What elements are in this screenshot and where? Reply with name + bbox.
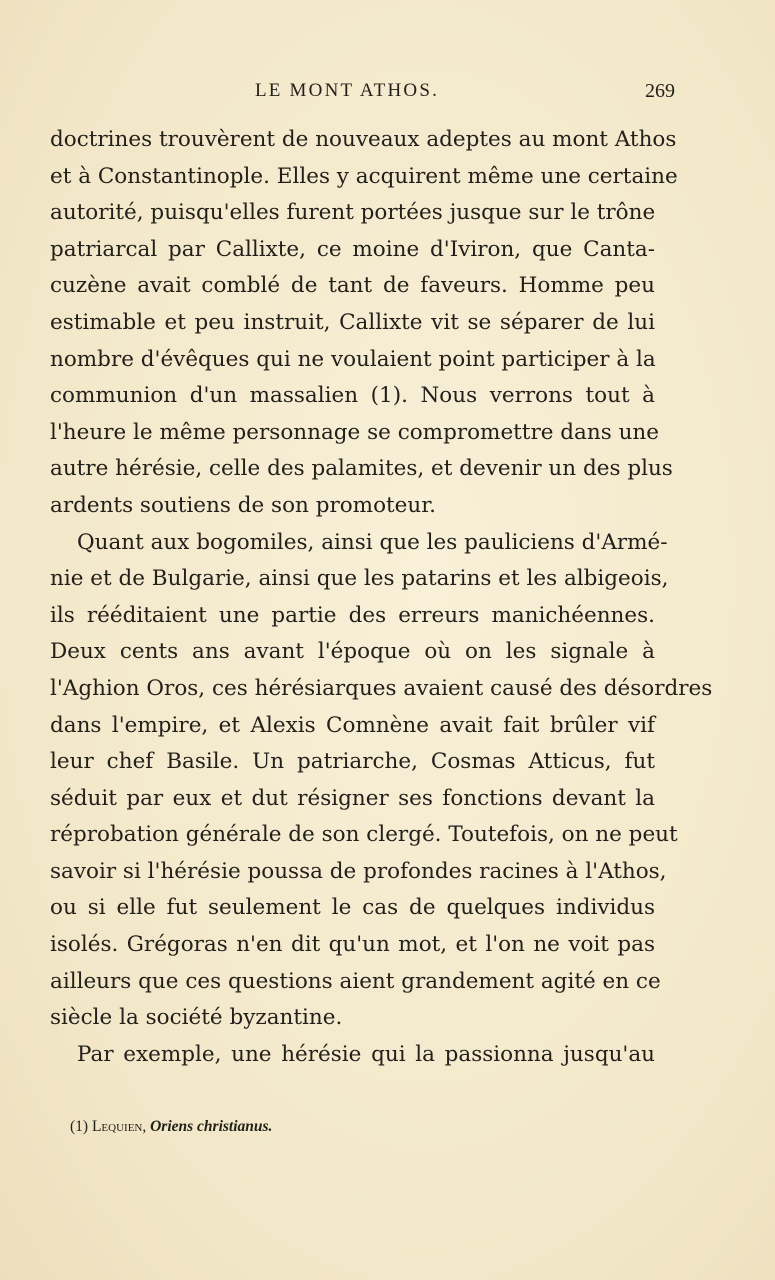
text-line: séduit par eux et dut résigner ses fonctions devant la (50, 785, 655, 811)
text-line: patriarcal par Callixte, ce moine d'Iviron, que Canta- (50, 236, 655, 262)
text-line: autre hérésie, celle des palamites, et devenir un des plus (50, 456, 673, 482)
paragraph-start-line: Par exemple, une hérésie qui la passionna jusqu'au (77, 1041, 655, 1067)
text-line: autorité, puisqu'elles furent portées jusque sur le trône (50, 200, 656, 226)
text-line: cuzène avait comblé de tant de faveurs. Homme peu (50, 273, 655, 299)
text-line: et à Constantinople. Elles y acquirent même une certaine (50, 163, 678, 189)
running-head (50, 80, 675, 110)
text-line: réprobation générale de son clergé. Toutefois, on ne peut (50, 822, 678, 848)
text-line: leur chef Basile. Un patriarche, Cosmas Atticus, fut (50, 749, 655, 775)
text-line: doctrines trouvèrent de nouveaux adeptes au mont Athos (50, 127, 677, 152)
text-line: l'Aghion Oros, ces hérésiarques avaient causé des désordres (50, 675, 713, 701)
text-line: ils rééditaient une partie des erreurs manichéennes. (50, 602, 655, 628)
text-line: savoir si l'hérésie poussa de profondes racines à l'Athos, (50, 858, 667, 884)
running-title: LE MONT ATHOS. (255, 80, 440, 101)
text-line: l'heure le même personnage se compromettre dans une (50, 419, 659, 445)
page-number: 269 (645, 80, 675, 102)
footnote-author: Lequien, (91, 1118, 147, 1135)
text-line: dans l'empire, et Alexis Comnène avait fait brûler vif (50, 712, 655, 738)
text-line: estimable et peu instruit, Callixte vit se séparer de lui (50, 309, 655, 335)
paragraph-start-line: Quant aux bogomiles, ainsi que les pauliciens d'Armé- (77, 529, 668, 555)
footnote-marker: (1) (70, 1118, 89, 1135)
text-line: ailleurs que ces questions aient grandement agité en ce (50, 968, 661, 994)
footnote-work-title: Oriens christianus. (150, 1118, 273, 1135)
text-line: ardents soutiens de son promoteur. (50, 492, 436, 518)
text-line: communion d'un massalien (1). Nous verrons tout à (50, 383, 655, 409)
text-line: Deux cents ans avant l'époque où on les signale à (50, 639, 655, 665)
text-line: ou si elle fut seulement le cas de quelques individus (50, 895, 655, 921)
body-text (50, 122, 713, 1073)
text-line: nombre d'évêques qui ne voulaient point participer à la (50, 346, 656, 372)
text-line: nie et de Bulgarie, ainsi que les patarins et les albigeois, (50, 566, 669, 592)
footnote (70, 1118, 272, 1136)
text-line: isolés. Grégoras n'en dit qu'un mot, et l'on ne voit pas (50, 932, 655, 958)
text-line: siècle la société byzantine. (50, 1005, 343, 1031)
